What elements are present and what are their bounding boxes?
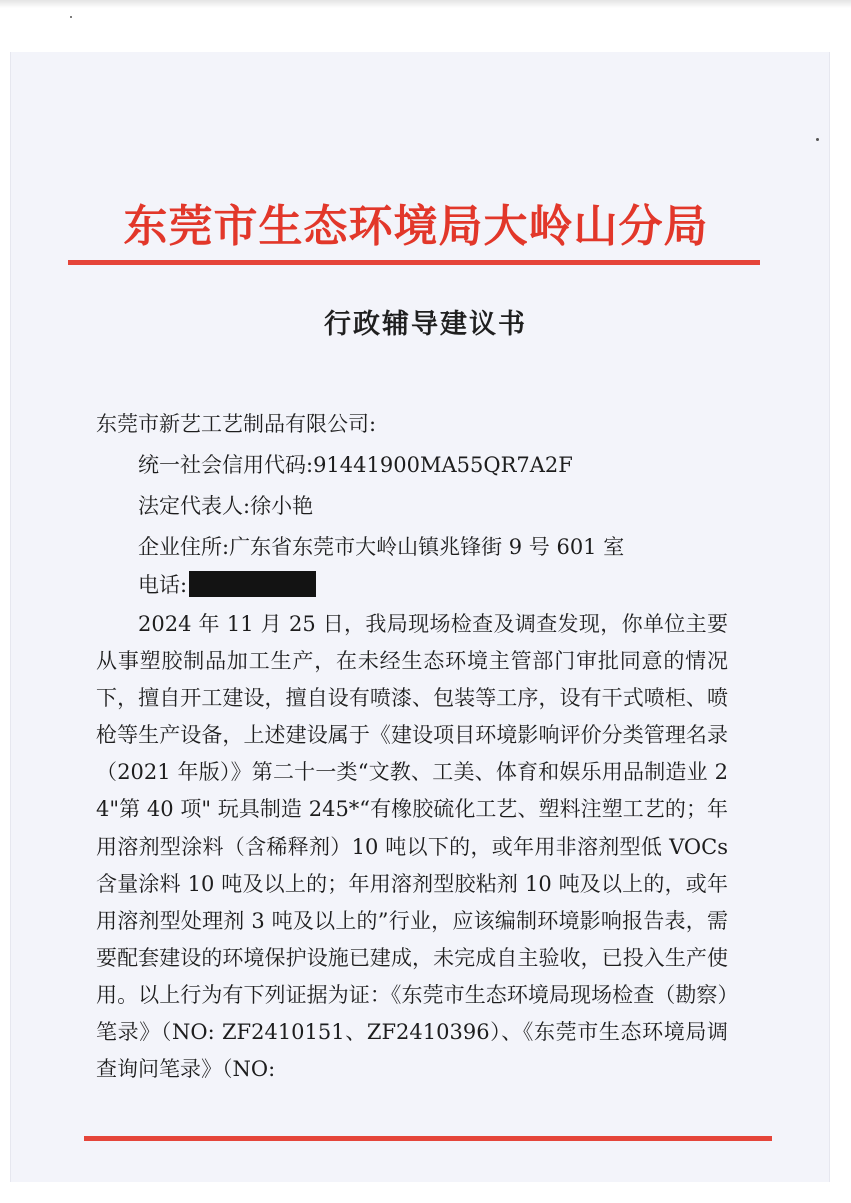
credit-code-line: 统一社会信用代码:91441900MA55QR7A2F xyxy=(138,453,573,477)
letterhead-title: 东莞市生态环境局大岭山分局 xyxy=(123,201,709,252)
footer-red-rule xyxy=(84,1136,772,1141)
scan-edge xyxy=(0,0,851,8)
scan-speck xyxy=(70,16,72,18)
phone-line xyxy=(138,570,316,600)
recipient-line: 东莞市新艺工艺制品有限公司: xyxy=(96,412,377,436)
address-line: 企业住所:广东省东莞市大岭山镇兆锋街 9 号 601 室 xyxy=(138,535,625,559)
phone-redaction-block xyxy=(189,571,316,597)
document-title: 行政辅导建议书 xyxy=(324,309,527,340)
legal-representative-line: 法定代表人:徐小艳 xyxy=(138,494,314,518)
phone-label: 电话: xyxy=(138,573,188,597)
body-paragraph: 2024 年 11 月 25 日，我局现场检查及调查发现，你单位主要从事塑胶制品加工生产，在未经生态环境主管部门审批同意的情况下，擅自开工建设，擅自设有喷漆、包装等工序，设有干式喷柜、喷枪等生产设备，上述建设属于《建设项目环境影响评价分类管理名录（2021 年版）》第二十一类“文教、工美、体育和娱乐用品制造业 24"第 40 项" 玩具制造 245*“有橡胶硫化工艺、塑料注塑工艺的；年用溶剂型涂料（含稀释剂）10 吨以下的，或年用非溶剂型低 VOCs 含量涂料 10 吨及以上的；年用溶剂型胶粘剂 10 吨及以上的，或年用溶剂型处理剂 3 吨及以上的”行业，应该编制环境影响报告表，需要配套建设的环境保护设施已建成，未完成自主验收，已投入生产使用。以上行为有下列证据为证：《东莞市生态环境局现场检查（勘察）笔录》（NO: ZF2410151、ZF2410396）、《东莞市生态环境局调查询问笔录》（NO: xyxy=(96,612,728,1082)
scan-speck xyxy=(816,138,819,141)
letterhead-red-rule xyxy=(68,260,760,265)
